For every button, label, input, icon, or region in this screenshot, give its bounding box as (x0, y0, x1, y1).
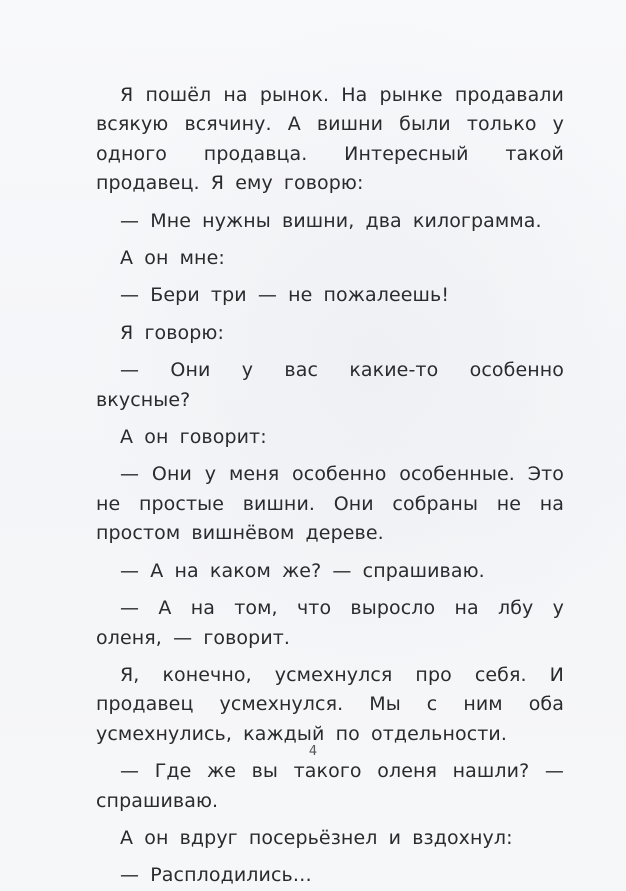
page-number: 4 (308, 744, 318, 759)
paragraph: — Бери три — не пожалеешь! (120, 284, 450, 307)
paragraph: — Они у вас какие-то особенно вкусные? (96, 359, 564, 411)
paragraph: — Мне нужны вишни, два килограмма. (120, 209, 542, 232)
paragraph: Я, конечно, усмехнулся про себя. И продавец усмехнулся. Мы с ним оба усмехнулись, каждый по отдельности. (96, 663, 564, 745)
paragraph: А он говорит: (120, 426, 267, 449)
paragraph: — Расплодились… (120, 864, 312, 887)
paragraph: — А на том, что выросло на лбу у оленя, — говорит. (96, 597, 564, 649)
paragraph: Я пошёл на рынок. На рынке продавали всякую всячину. А вишни были только у одного продавца. Интересный такой продавец. Я ему говорю: (96, 84, 564, 195)
paragraph: А он вдруг посерьёзнел и вздохнул: (120, 826, 513, 849)
paragraph: Я говорю: (120, 321, 225, 344)
paragraph: — Где же вы такого оленя нашли? — спрашиваю. (96, 760, 564, 812)
paragraph: А он мне: (120, 247, 225, 270)
paragraph: — А на каком же? — спрашиваю. (120, 559, 485, 582)
paragraph: — Они у меня особенно особенные. Это не простые вишни. Они собраны не на простом вишнёвом дереве. (96, 463, 564, 545)
story-text (96, 81, 564, 891)
